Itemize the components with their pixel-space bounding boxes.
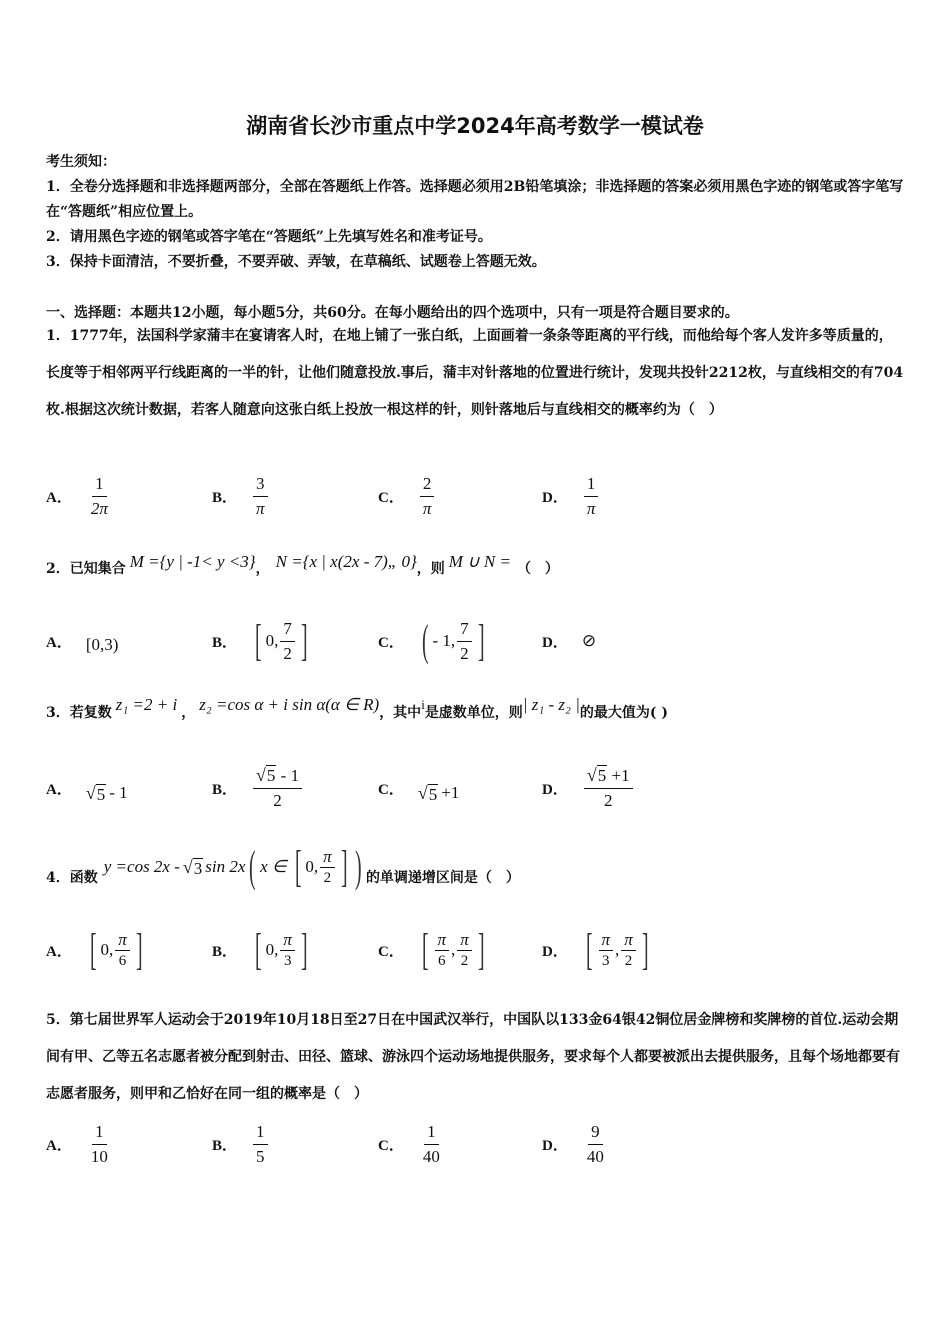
numerator: 2 bbox=[420, 474, 435, 497]
question-2-text: 2．已知集合 M ={y | -1< y <3} ， N ={x | x(2x - 7)„ 0} ，则 M ∪ N = （ ） bbox=[46, 552, 559, 577]
numerator: 7 bbox=[280, 619, 295, 642]
numerator: 7 bbox=[457, 619, 472, 642]
q5-option-c[interactable]: C． $\frac{1}{40}$ bbox=[378, 1121, 440, 1166]
question-5-options bbox=[46, 1116, 906, 1172]
q5-option-b[interactable]: B． $\frac{1}{5}$ bbox=[212, 1116, 270, 1172]
numerator: 3 bbox=[253, 474, 268, 497]
page-title: 湖南省长沙市重点中学2024年高考数学一模试卷 bbox=[246, 114, 704, 138]
question-1-options bbox=[46, 468, 906, 524]
q3-option-a[interactable]: A． √ 5 - 1 bbox=[46, 781, 128, 804]
q2-option-c[interactable]: C． ( - 1, $\frac{7}{2}$ ] bbox=[378, 616, 485, 665]
q1-option-c[interactable]: C． $\frac{2}{\pi}$ bbox=[378, 468, 436, 524]
q4-option-c[interactable]: C． [ $\frac{\pi}{6}$ , $\frac{\pi}{2}$ ] bbox=[378, 925, 485, 974]
q4-option-a[interactable]: A． [ 0, $\frac{\pi}{6}$ ] bbox=[46, 925, 143, 974]
question-2-options bbox=[46, 613, 906, 669]
section-heading: 一、选择题：本题共12小题，每小题5分，共60分。在每小题给出的四个选项中，只有一项是符合题目要求的。 bbox=[46, 305, 739, 321]
q5-option-a[interactable]: A． $\frac{1}{10}$ bbox=[46, 1121, 108, 1166]
set-n: N ={x | x(2x - 7)„ 0} bbox=[275, 552, 417, 571]
notice-item-3: 3．保持卡面清洁，不要折叠，不要弄破、弄皱，在草稿纸、试题卷上答题无效。 bbox=[46, 254, 546, 270]
question-4-text: 4．函数 y =cos 2x - √ 3 sin 2x ( x ∈ [ 0, $\frac{\pi}{2}$ ] ) 的单调递增区间是（ ） bbox=[46, 842, 520, 891]
q3-option-c[interactable]: C． √ 5 +1 bbox=[378, 781, 460, 804]
q5-option-d[interactable]: D． $\frac{9}{40}$ bbox=[542, 1121, 604, 1166]
notice-block bbox=[46, 150, 904, 275]
notice-heading: 考生须知： bbox=[46, 154, 116, 170]
numerator: 1 bbox=[92, 474, 107, 497]
denominator: 2 bbox=[283, 643, 292, 663]
denominator: 2π bbox=[90, 498, 108, 518]
empty-set-symbol: ⊘ bbox=[581, 631, 597, 650]
denominator: π bbox=[586, 498, 596, 518]
q1-option-a[interactable]: A． $\frac{1}{2\pi}$ bbox=[46, 468, 113, 524]
denominator: 2 bbox=[460, 643, 469, 663]
q3-option-b[interactable]: B． √ 5 - 1 2 bbox=[212, 760, 304, 816]
q4-option-b[interactable]: B． [ 0, $\frac{\pi}{3}$ ] bbox=[212, 925, 308, 974]
question-5-text: 5．第七届世界军人运动会于2019年10月18日至27日在中国武汉举行，中国队以133金64银42铜位居金牌榜和奖牌榜的首位.运动会期间有甲、乙等五名志愿者被分配到射击、田径、篮球、游泳四个运动场地提供服务，要求每个人都要被派出去提供服务，且每个场地都要有志愿者服务，则甲和乙恰好在同一组的概率是（ ） bbox=[46, 1012, 900, 1102]
abs-expr: | z₁ - z₂ | bbox=[522, 695, 580, 714]
z1: z₁ =2 + i bbox=[115, 695, 178, 714]
question-1-text: 1．1777年，法国科学家蒲丰在宴请客人时，在地上铺了一张白纸，上面画着一条条等距离的平行线，而他给每个客人发许多等质量的，长度等于相邻两平行线距离的一半的针，让他们随意投放.事后，蒲丰对针落地的位置进行统计，发现共投针2212枚，与直线相交的有704枚.根据这次统计数据，若客人随意向这张白纸上投放一根这样的针，则针落地后与直线相交的概率约为（ ） bbox=[46, 328, 904, 418]
numerator: 1 bbox=[584, 474, 599, 497]
function-expr: y =cos 2x - bbox=[103, 857, 180, 876]
set-m: M ={y | -1< y <3} bbox=[129, 552, 256, 571]
question-3-text: 3．若复数 z₁ =2 + i ， z₂ =cos α + i sin α(α ∈ R) ，其中 i 是虚数单位，则 | z₁ - z₂ | 的最大值为( ) bbox=[46, 695, 668, 721]
q2-option-b[interactable]: B． [ 0, $\frac{7}{2}$ ] bbox=[212, 616, 308, 665]
denominator: π bbox=[422, 498, 432, 518]
q2-option-a[interactable]: A． [0,3) bbox=[46, 634, 119, 654]
union-expr: M ∪ N = bbox=[448, 552, 511, 571]
notice-item-1: 1．全卷分选择题和非选择题两部分，全部在答题纸上作答。选择题必须用2B铅笔填涂；非选择题的答案必须用黑色字迹的钢笔或答字笔写在“答题纸”相应位置上。 bbox=[46, 179, 904, 220]
question-4-options bbox=[46, 922, 906, 978]
denominator: π bbox=[256, 498, 265, 518]
question-3-options bbox=[46, 760, 906, 816]
q4-option-d[interactable]: D． [ $\frac{\pi}{3}$ , $\frac{\pi}{2}$ ] bbox=[542, 925, 649, 974]
q3-option-d[interactable]: D． √ 5 +1 2 bbox=[542, 760, 635, 816]
interval: [0,3) bbox=[85, 635, 119, 654]
q2-option-d[interactable]: D． ⊘ bbox=[542, 631, 597, 651]
q1-option-d[interactable]: D． $\frac{1}{\pi}$ bbox=[542, 468, 600, 524]
q1-option-b[interactable]: B． $\frac{3}{\pi}$ bbox=[212, 468, 270, 524]
notice-item-2: 2．请用黑色字迹的钢笔或答字笔在“答题纸”上先填写姓名和准考证号。 bbox=[46, 229, 492, 245]
z2: z₂ =cos α + i sin α(α ∈ R) bbox=[199, 695, 380, 714]
